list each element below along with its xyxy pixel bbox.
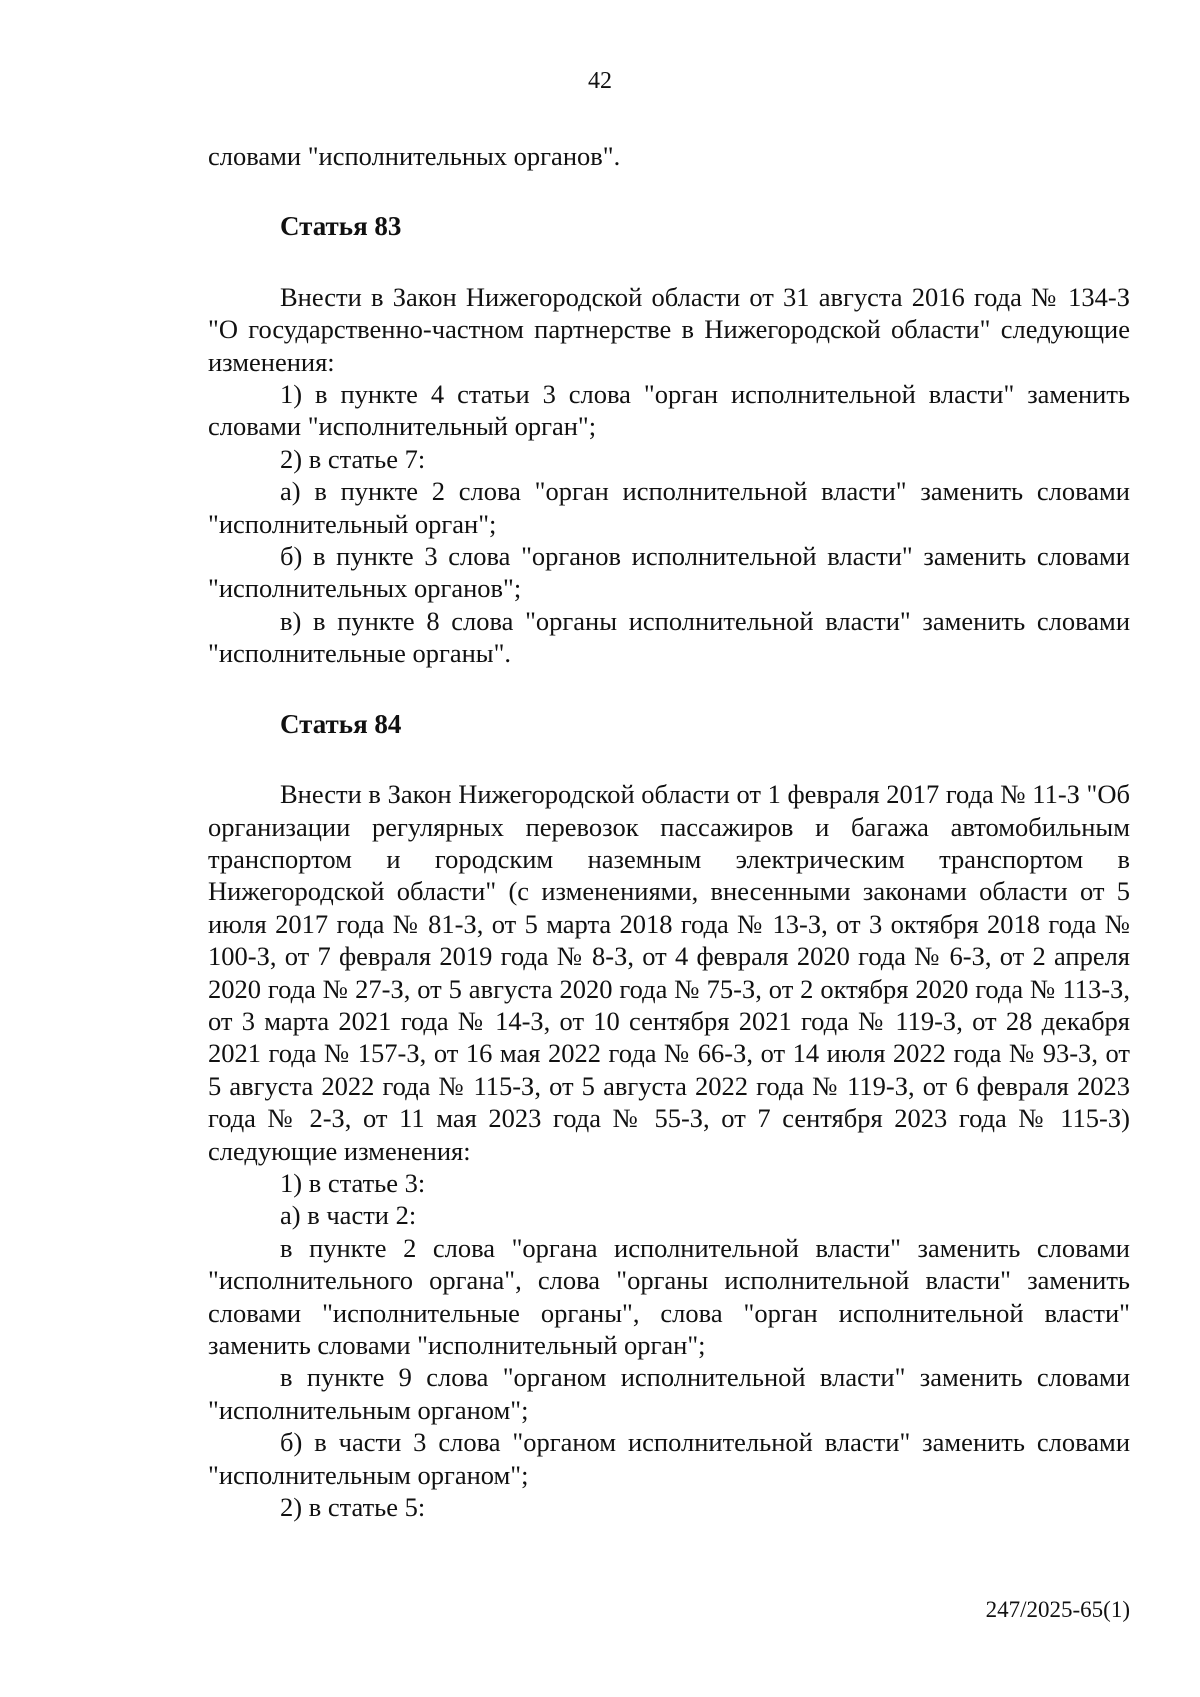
article-83-item: а) в пункте 2 слова "орган исполнительной власти" заменить словами "исполнительный орган";	[208, 476, 1130, 539]
article-84-item: в пункте 9 слова "органом исполнительной власти" заменить словами "исполнительным органом";	[208, 1362, 1130, 1425]
carryover-paragraph: словами "исполнительных органов".	[208, 141, 621, 171]
article-84-item: а) в части 2:	[280, 1200, 417, 1231]
article-83-item: б) в пункте 3 слова "органов исполнительной власти" заменить словами "исполнительных органов";	[208, 541, 1130, 604]
document-code: 247/2025-65(1)	[985, 1597, 1130, 1622]
article-83-intro: Внести в Закон Нижегородской области от 31 августа 2016 года № 134-З "О государственно-частном партнерстве в Нижегородской области" следующие изменения:	[208, 281, 1130, 377]
article-83-item: в) в пункте 8 слова "органы исполнительной власти" заменить словами "исполнительные органы".	[208, 605, 1130, 669]
article-84-item: в пункте 2 слова "органа исполнительной власти" заменить словами "исполнительного органа", слова "органы исполнительной власти" заменить словами "исполнительные органы", слова "орган исполнительной власти" заменить словами "исполнительный орган";	[208, 1232, 1130, 1360]
article-83-item: 2) в статье 7:	[280, 443, 426, 474]
article-84-item: 2) в статье 5:	[280, 1492, 426, 1523]
article-84-item: 1) в статье 3:	[280, 1167, 426, 1198]
article-84-item: б) в части 3 слова "органом исполнительной власти" заменить словами "исполнительным органом";	[208, 1427, 1130, 1490]
article-83-heading: Статья 83	[280, 211, 402, 242]
article-84-intro: Внести в Закон Нижегородской области от 1 февраля 2017 года № 11-З "Об организации регулярных перевозок пассажиров и багажа автомобильным транспортом и городским наземным электрическим транспортом в Нижегородской области" (с изменениями, внесенными законами области от 5 июля 2017 года № 81-З, от 5 марта 2018 года № 13-З, от 3 октября 2018 года № 100-З, от 7 февраля 2019 года № 8-З, от 4 февраля 2020 года № 6-З, от 2 апреля 2020 года № 27-З, от 5 августа 2020 года № 75-З, от 2 октября 2020 года № 113-З, от 3 марта 2021 года № 14-З, от 10 сентября 2021 года № 119-З, от 28 декабря 2021 года № 157-З, от 16 мая 2022 года № 66-З, от 14 июля 2022 года № 93-З, от 5 августа 2022 года № 115-З, от 5 августа 2022 года № 119-З, от 6 февраля 2023 года № 2-З, от 11 мая 2023 года № 55-З, от 7 сентября 2023 года № 115-З) следующие изменения:	[208, 779, 1130, 1166]
article-84-heading: Статья 84	[280, 708, 402, 739]
page-number: 42	[588, 68, 612, 94]
document-body	[208, 140, 1130, 1523]
article-83-item: 1) в пункте 4 статьи 3 слова "орган исполнительной власти" заменить словами "исполнительный орган";	[208, 379, 1130, 442]
